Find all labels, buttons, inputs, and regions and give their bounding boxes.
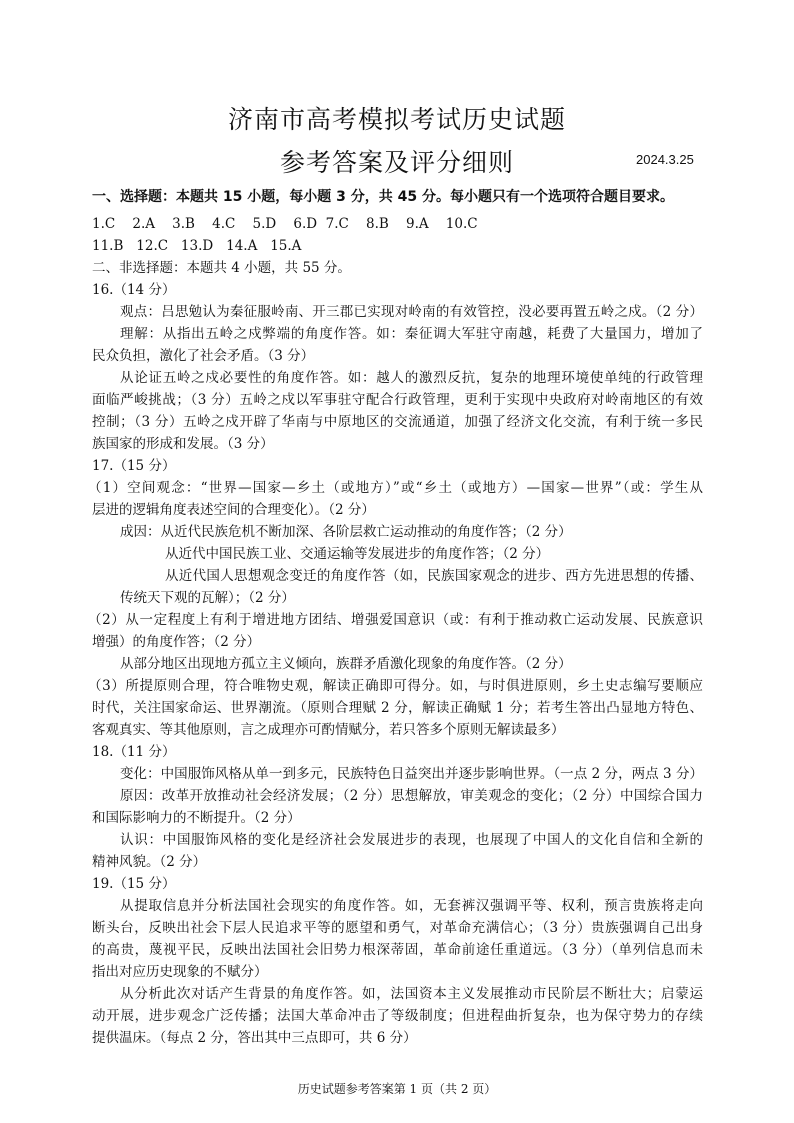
answer-line: 族国家的形成和发展。（3 分） [92,436,274,452]
section-heading-open-questions: 二、非选择题：本题共 4 小题，共 55 分。 [92,260,351,276]
page-footer: 历史试题参考答案第 1 页（共 2 页） [297,1082,497,1096]
answer-line: 增强）的角度作答；（2 分） [92,634,261,650]
answer-line: 认识：中国服饰风格的变化是经济社会发展进步的表现，也展现了中国人的文化自信和全新的 [120,832,703,848]
answer-line: 客观真实、等其他原则，言之成理亦可酌情赋分，若只答多个原则无解读最多） [92,722,565,738]
answer-line: 从提取信息并分析法国社会现实的角度作答。如，无套裤汉强调平等、权利，预言贵族将走向 [120,898,703,914]
answer-line: 从分析此次对话产生背景的角度作答。如，法国资本主义发展推动市民阶层不断壮大；启蒙运 [120,986,703,1002]
answer-line: （1）空间观念：“世界—国家—乡土（或地方）”或“乡土（或地方）—国家—世界”（或：学生从 [88,480,703,496]
document-subtitle: 参考答案及评分细则 [279,148,514,177]
answer-line: 观点：吕思勉认为秦征服岭南、开三郡已实现对岭南的有效管控，没必要再置五岭之戍。（2 分） [120,304,703,320]
answer-line: 19.（15 分） [92,876,176,892]
answer-line: 精神风貌。（2 分） [92,854,207,870]
answer-line: 的高贵，蔑视平民，反映出法国社会旧势力根深蒂固，革命前途任重道远。（3 分）（单列信息而未 [92,942,703,958]
section-heading-multiple-choice: 一、选择题：本题共 15 小题，每小题 3 分，共 45 分。每小题只有一个选项符合题目要求。 [92,189,674,205]
answer-line: 从近代国人思想观念变迁的角度作答（如，民族国家观念的进步、西方先进思想的传播、 [165,568,703,584]
answer-line: 动开展，进步观念广泛传播；法国大革命冲击了等级制度；但进程曲折复杂，也为保守势力的存续 [92,1008,703,1024]
answer-line: 17.（15 分） [92,458,176,474]
answer-line: 变化：中国服饰风格从单一到多元，民族特色日益突出并逐步影响世界。（一点 2 分，两点 3 分） [120,766,703,782]
answer-key-line: 1.C 2.A 3.B 4.C 5.D 6.D 7.C 8.B 9.A 10.C [92,216,478,232]
answer-line: 民众负担，激化了社会矛盾。（3 分） [92,348,315,364]
answer-key-line: 11.B 12.C 13.D 14.A 15.A [92,238,302,254]
answer-line: 和国际影响力的不断提升。（2 分） [92,810,301,826]
answer-line: 原因：改革开放推动社会经济发展；（2 分）思想解放，审美观念的变化；（2 分）中国综合国力 [120,788,703,804]
answer-line: 理解：从指出五岭之戍弊端的角度作答。如：秦征调大军驻守南越，耗费了大量国力，增加了 [120,326,703,342]
answer-line: 从部分地区出现地方孤立主义倾向，族群矛盾激化现象的角度作答。（2 分） [120,656,572,672]
answer-line: （3）所提原则合理，符合唯物史观，解读正确即可得分。如，与时俱进原则，乡土史志编写要顺应 [88,678,703,694]
answer-line: 从论证五岭之戍必要性的角度作答。如：越人的激烈反抗，复杂的地理环境使单纯的行政管理 [120,370,703,386]
answer-line: 断头台，反映出社会下层人民追求平等的愿望和勇气，对革命充满信心；（3 分）贵族强调自己出身 [92,920,703,936]
answer-line: 16.（14 分） [92,282,176,298]
answer-line: 成因：从近代民族危机不断加深、各阶层救亡运动推动的角度作答；（2 分） [120,524,572,540]
answer-line: 提供温床。（每点 2 分，答出其中三点即可，共 6 分） [92,1030,417,1046]
answer-line: 时代，关注国家命运、世界潮流。（原则合理赋 2 分，解读正确赋 1 分；若考生答出凸显地方特色、 [92,700,703,716]
answer-line: （2）从一定程度上有利于增进地方团结、增强爱国意识（或：有利于推动救亡运动发展、民族意识 [88,612,703,628]
answer-line: 层进的逻辑角度表述空间的合理变化）。（2 分） [92,502,375,518]
document-date: 2024.3.25 [636,152,694,167]
document-title: 济南市高考模拟考试历史试题 [227,105,566,134]
answer-line: 面临严峻挑战；（3 分）五岭之戍以军事驻守配合行政管理，更利于实现中央政府对岭南地区的有效 [92,392,703,408]
answer-line: 指出对应历史现象的不赋分） [92,964,268,980]
answer-line: 传统天下观的瓦解）；（2 分） [120,590,295,606]
answer-line: 控制；（3 分）五岭之戍开辟了华南与中原地区的交流通道，加强了经济文化交流，有利于统一多民 [92,414,703,430]
answer-line: 18.（11 分） [92,744,176,760]
answer-line: 从近代中国民族工业、交通运输等发展进步的角度作答；（2 分） [165,546,550,562]
